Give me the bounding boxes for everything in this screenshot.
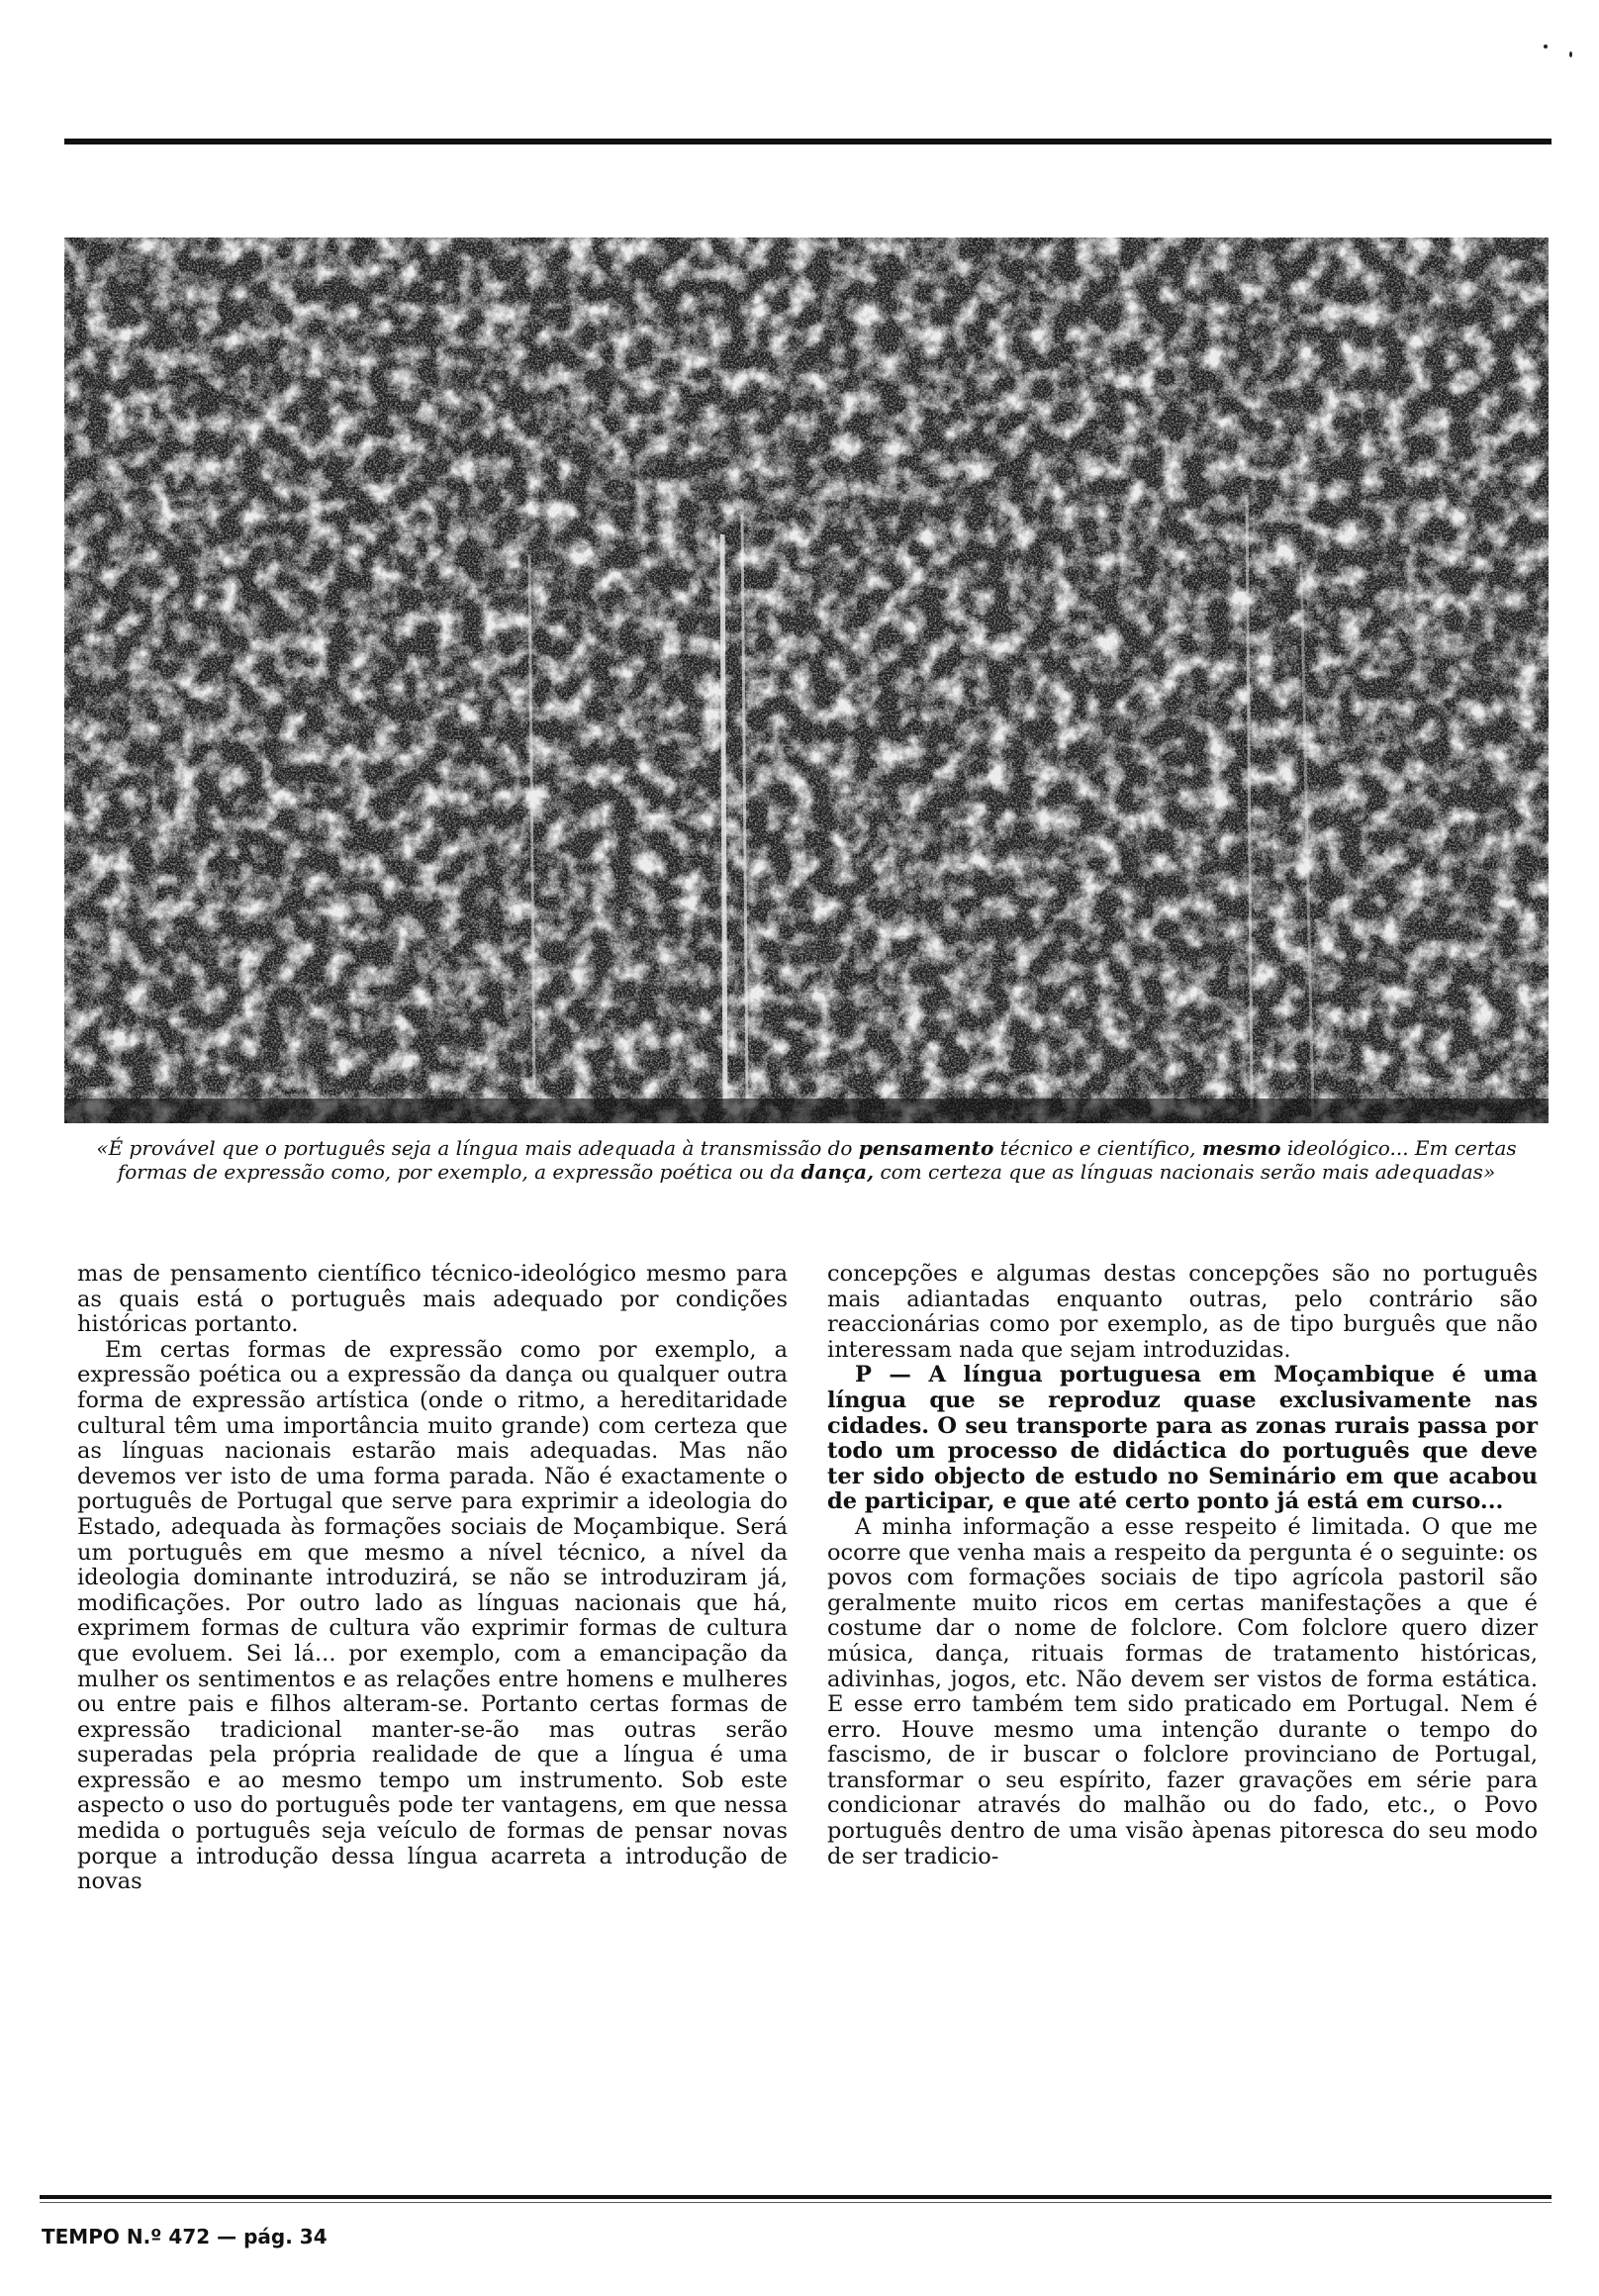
caption-bold-1: pensamento <box>858 1136 994 1160</box>
left-column <box>77 1262 788 1895</box>
page-footer: TEMPO N.º 472 — pág. 34 <box>42 2225 328 2248</box>
caption-bold-3: dança, <box>800 1160 875 1184</box>
dance-photo <box>64 238 1549 1123</box>
caption-text-3: ideológico... Em certas formas de expressão como, por exemplo, a expressão poética ou da <box>117 1136 1517 1184</box>
interview-question: P — A língua portuguesa em Moçambique é uma língua que se reproduz quase exclusivamente nas cidades. O seu transporte para as zonas rurais passa por todo um processo de didáctica do português que deve ter sido objecto de estudo no Seminário em que acabou de participar, e que até certo ponto já está em curso... <box>827 1362 1538 1515</box>
bottom-rule-thin <box>40 2202 1552 2203</box>
photo-rendering <box>64 238 1549 1123</box>
right-paragraph-answer: A minha informação a esse respeito é limitada. O que me ocorre que venha mais a respeito da pergunta é o seguinte: os povos com formações sociais de tipo agrícola pastoril são geralmente muito ricos em certas manifestações a que é costume dar o nome de folclore. Com folclore quero dizer música, dança, rituais formas de tratamento históricas, adivinhas, jogos, etc. Não devem ser vistos de forma estática. E esse erro também tem sido praticado em Portugal. Nem é erro. Houve mesmo uma intenção durante o tempo do fascismo, de ir buscar o folclore provinciano de Portugal, transformar o seu espírito, fazer gravações em série para condicionar através do malhão ou do fado, etc., o Povo português dentro de uma visão àpenas pitoresca do seu modo de ser tradicio- <box>827 1513 1538 1869</box>
top-rule <box>64 139 1552 144</box>
photo-caption <box>69 1136 1544 1184</box>
caption-bold-2: mesmo <box>1201 1136 1281 1160</box>
caption-text-4: com certeza que as línguas nacionais serão mais adequadas» <box>880 1160 1496 1184</box>
bottom-rule <box>40 2195 1552 2199</box>
right-column <box>827 1262 1538 1869</box>
left-paragraph-2: Em certas formas de expressão como por exemplo, a expressão poética ou a expressão da dança ou qualquer outra forma de expressão artística (onde o ritmo, a hereditaridade cultural têm uma importância muito grande) com certeza que as línguas nacionais estarão mais adequadas. Mas não devemos ver isto de uma forma parada. Não é exactamente o português de Portugal que serve para exprimir a ideologia do Estado, adequada às formações sociais de Moçambique. Será um português em que mesmo a nível técnico, a nível da ideologia dominante introduzirá, se não se introduziram já, modificações. Por outro lado as línguas nacionais que há, exprimem formas de cultura vão exprimir formas de cultura que evoluem. Sei lá... por exemplo, com a emancipação da mulher os sentimentos e as relações entre homens e mulheres ou entre pais e filhos alteram-se. Portanto certas formas de expressão tradicional manter-se-ão mas outras serão superadas pela própria realidade de que a língua é uma expressão e ao mesmo tempo um instrumento. Sob este aspecto o uso do português pode ter vantagens, em que nessa medida o português seja veículo de formas de pensar novas porque a introdução dessa língua acarreta a introdução de novas <box>77 1336 788 1895</box>
caption-text-1: «É provável que o português seja a língua mais adequada à transmissão do <box>96 1136 853 1160</box>
left-paragraph-1: mas de pensamento científico técnico-ideológico mesmo para as quais está o português mais adequado por condições históricas portanto. <box>77 1261 788 1338</box>
print-speck <box>1569 51 1572 57</box>
right-paragraph-1: concepções e algumas destas concepções são no português mais adiantadas enquanto outras, pelo contrário são reaccionárias como por exemplo, as de tipo burguês que não interessam nada que sejam introduzidas. <box>827 1261 1538 1363</box>
caption-text-2: técnico e científico, <box>999 1136 1196 1160</box>
print-speck <box>1544 45 1548 48</box>
